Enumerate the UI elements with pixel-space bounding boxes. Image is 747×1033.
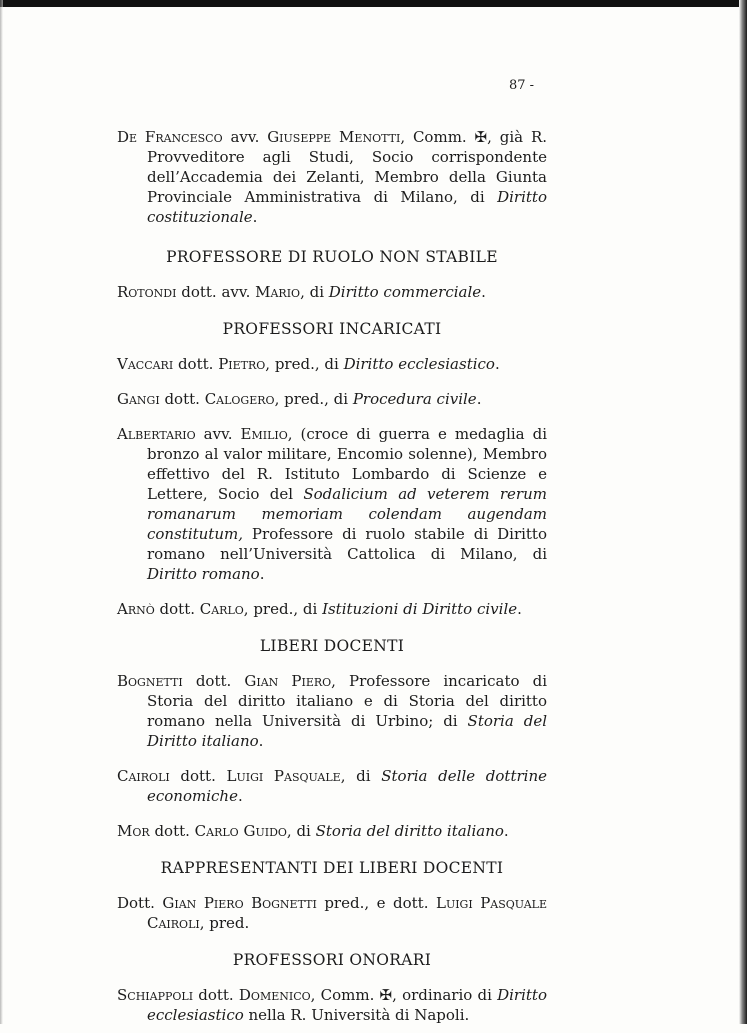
entry-arno: Arnò dott. Carlo, pred., di Istituzioni di Diritto civile. [117, 600, 522, 618]
page-left-edge [0, 0, 3, 1024]
entry-albertario: Albertario avv. Emilio, (croce di guerra e medaglia di bronzo al valor militare, Encomio solenne), Membro effettivo del R. Istituto Lombardo di Scienze e Lettere, Socio del Sodalicium ad veterem rerum romanarum memoriam colendam augendam constitutum, Professore di ruolo stabile di Diritto romano nell’Università Cattolica di Milano, di Diritto romano. [117, 425, 547, 583]
page-top-edge [0, 0, 747, 7]
entry-rappresentanti: Dott. Gian Piero Bognetti pred., e dott. Luigi Pasquale Cairoli, pred. [117, 894, 548, 932]
entry-mor: Mor dott. Carlo Guido, di Storia del diritto italiano. [117, 822, 509, 840]
entry-schiappoli: Schiappoli dott. Domenico, Comm. ✠, ordinario di Diritto ecclesiastico nella R. Università di Napoli. [117, 986, 547, 1024]
entry-vaccari: Vaccari dott. Pietro, pred., di Diritto ecclesiastico. [117, 355, 500, 373]
heading-professori-incaricati: PROFESSORI INCARICATI [222, 320, 442, 338]
page-right-edge [739, 0, 747, 1024]
entry-bognetti: Bognetti dott. Gian Piero, Professore incaricato di Storia del diritto italiano e di Storia del diritto romano nella Università di Urbino; di Storia del Diritto italiano. [117, 672, 548, 750]
heading-liberi-docenti: LIBERI DOCENTI [259, 637, 405, 655]
heading-professori-onorari: PROFESSORI ONORARI [232, 951, 432, 969]
entry-cairoli: Cairoli dott. Luigi Pasquale, di Storia delle dottrine economiche. [117, 767, 547, 805]
entry-gangi: Gangi dott. Calogero, pred., di Procedura civile. [117, 390, 482, 408]
heading-professore-non-stabile: PROFESSORE DI RUOLO NON STABILE [166, 248, 498, 266]
page-body [117, 112, 547, 1033]
page-number: 87 - [509, 78, 535, 93]
entry-de-francesco: De Francesco avv. Giuseppe Menotti, Comm. ✠, già R. Provveditore agli Studi, Socio corrispondente dell’Accademia dei Zelanti, Membro della Giunta Provinciale Amministrativa di Milano, di Diritto costituzionale. [117, 128, 547, 226]
entry-rotondi: Rotondi dott. avv. Mario, di Diritto commerciale. [117, 283, 486, 301]
heading-rappresentanti: RAPPRESENTANTI DEI LIBERI DOCENTI [160, 859, 504, 877]
